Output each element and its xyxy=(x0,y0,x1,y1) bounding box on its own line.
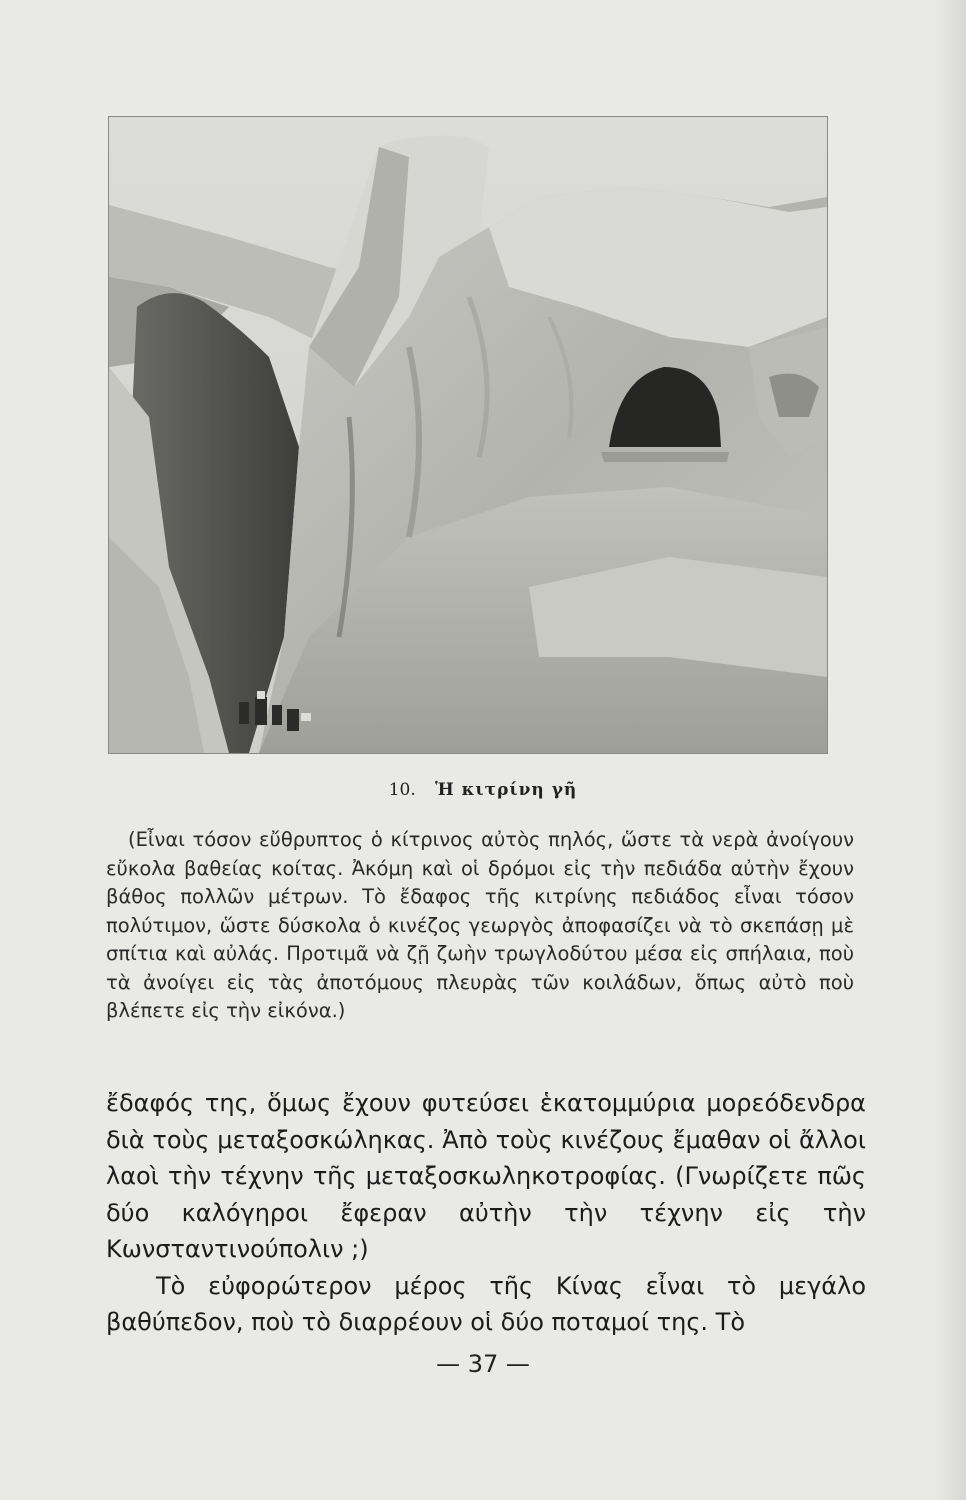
figure-note-text: (Εἶναι τόσον εὔθρυπτος ὁ κίτρινος αὐτὸς πηλός, ὥστε τὰ νερὰ ἀνοίγουν εὔκολα βαθείας κοίτας. Ἀκόμη καὶ οἱ δρόμοι εἰς τὴν πεδιάδα αὐτὴν ἔχουν βάθος πολλῶν μέτρων. Τὸ ἔδαφος τῆς κιτρίνης πεδιάδος εἶναι τόσον πολύτιμον, ὥστε δύσκολα ὁ κινέζος γεωργὸς ἀποφασίζει νὰ τὸ σκεπάσῃ μὲ σπίτια καὶ αὐλάς. Προτιμᾶ νὰ ζῇ ζωὴν τρωγλοδύτου μέσα εἰς σπήλαια, ποὺ τὰ ἀνοίγει εἰς τὰς ἀποτόμους πλευρὰς τῶν κοιλάδων, ὅπως αὐτὸ ποὺ βλέπετε εἰς τὴν εἰκόνα.) xyxy=(106,828,854,1022)
body-paragraph-1: ἔδαφός της, ὅμως ἔχουν φυτεύσει ἑκατομμύρια μορεόδενδρα διὰ τοὺς μεταξοσκώληκας. Ἀπὸ τοὺς κινέζους ἔμαθαν οἱ ἄλλοι λαοὶ τὴν τέχνην τῆς μεταξοσκωληκοτροφίας. (Γνωρίζετε πῶς δύο καλόγηροι ἔφεραν αὐτὴν τὴν τέχνην εἰς τὴν Κωνσταντινούπολιν ;) xyxy=(106,1089,866,1263)
page-number: — 37 — xyxy=(436,1350,530,1378)
body-text xyxy=(106,1085,866,1341)
body-paragraph-2: Τὸ εὐφορώτερον μέρος τῆς Κίνας εἶναι τὸ μεγάλο βαθύπεδον, ποὺ τὸ διαρρέουν οἱ δύο ποταμοί της. Τὸ xyxy=(106,1271,866,1336)
figure-note xyxy=(106,826,854,1026)
figure-number: 10. xyxy=(388,780,416,800)
figure-title: Ἡ κιτρίνη γῆ xyxy=(435,780,578,800)
page-edge-shadow xyxy=(936,0,966,1500)
figure-caption xyxy=(0,780,966,800)
loess-cave-photograph xyxy=(108,116,828,754)
photograph-illustration xyxy=(109,117,827,753)
